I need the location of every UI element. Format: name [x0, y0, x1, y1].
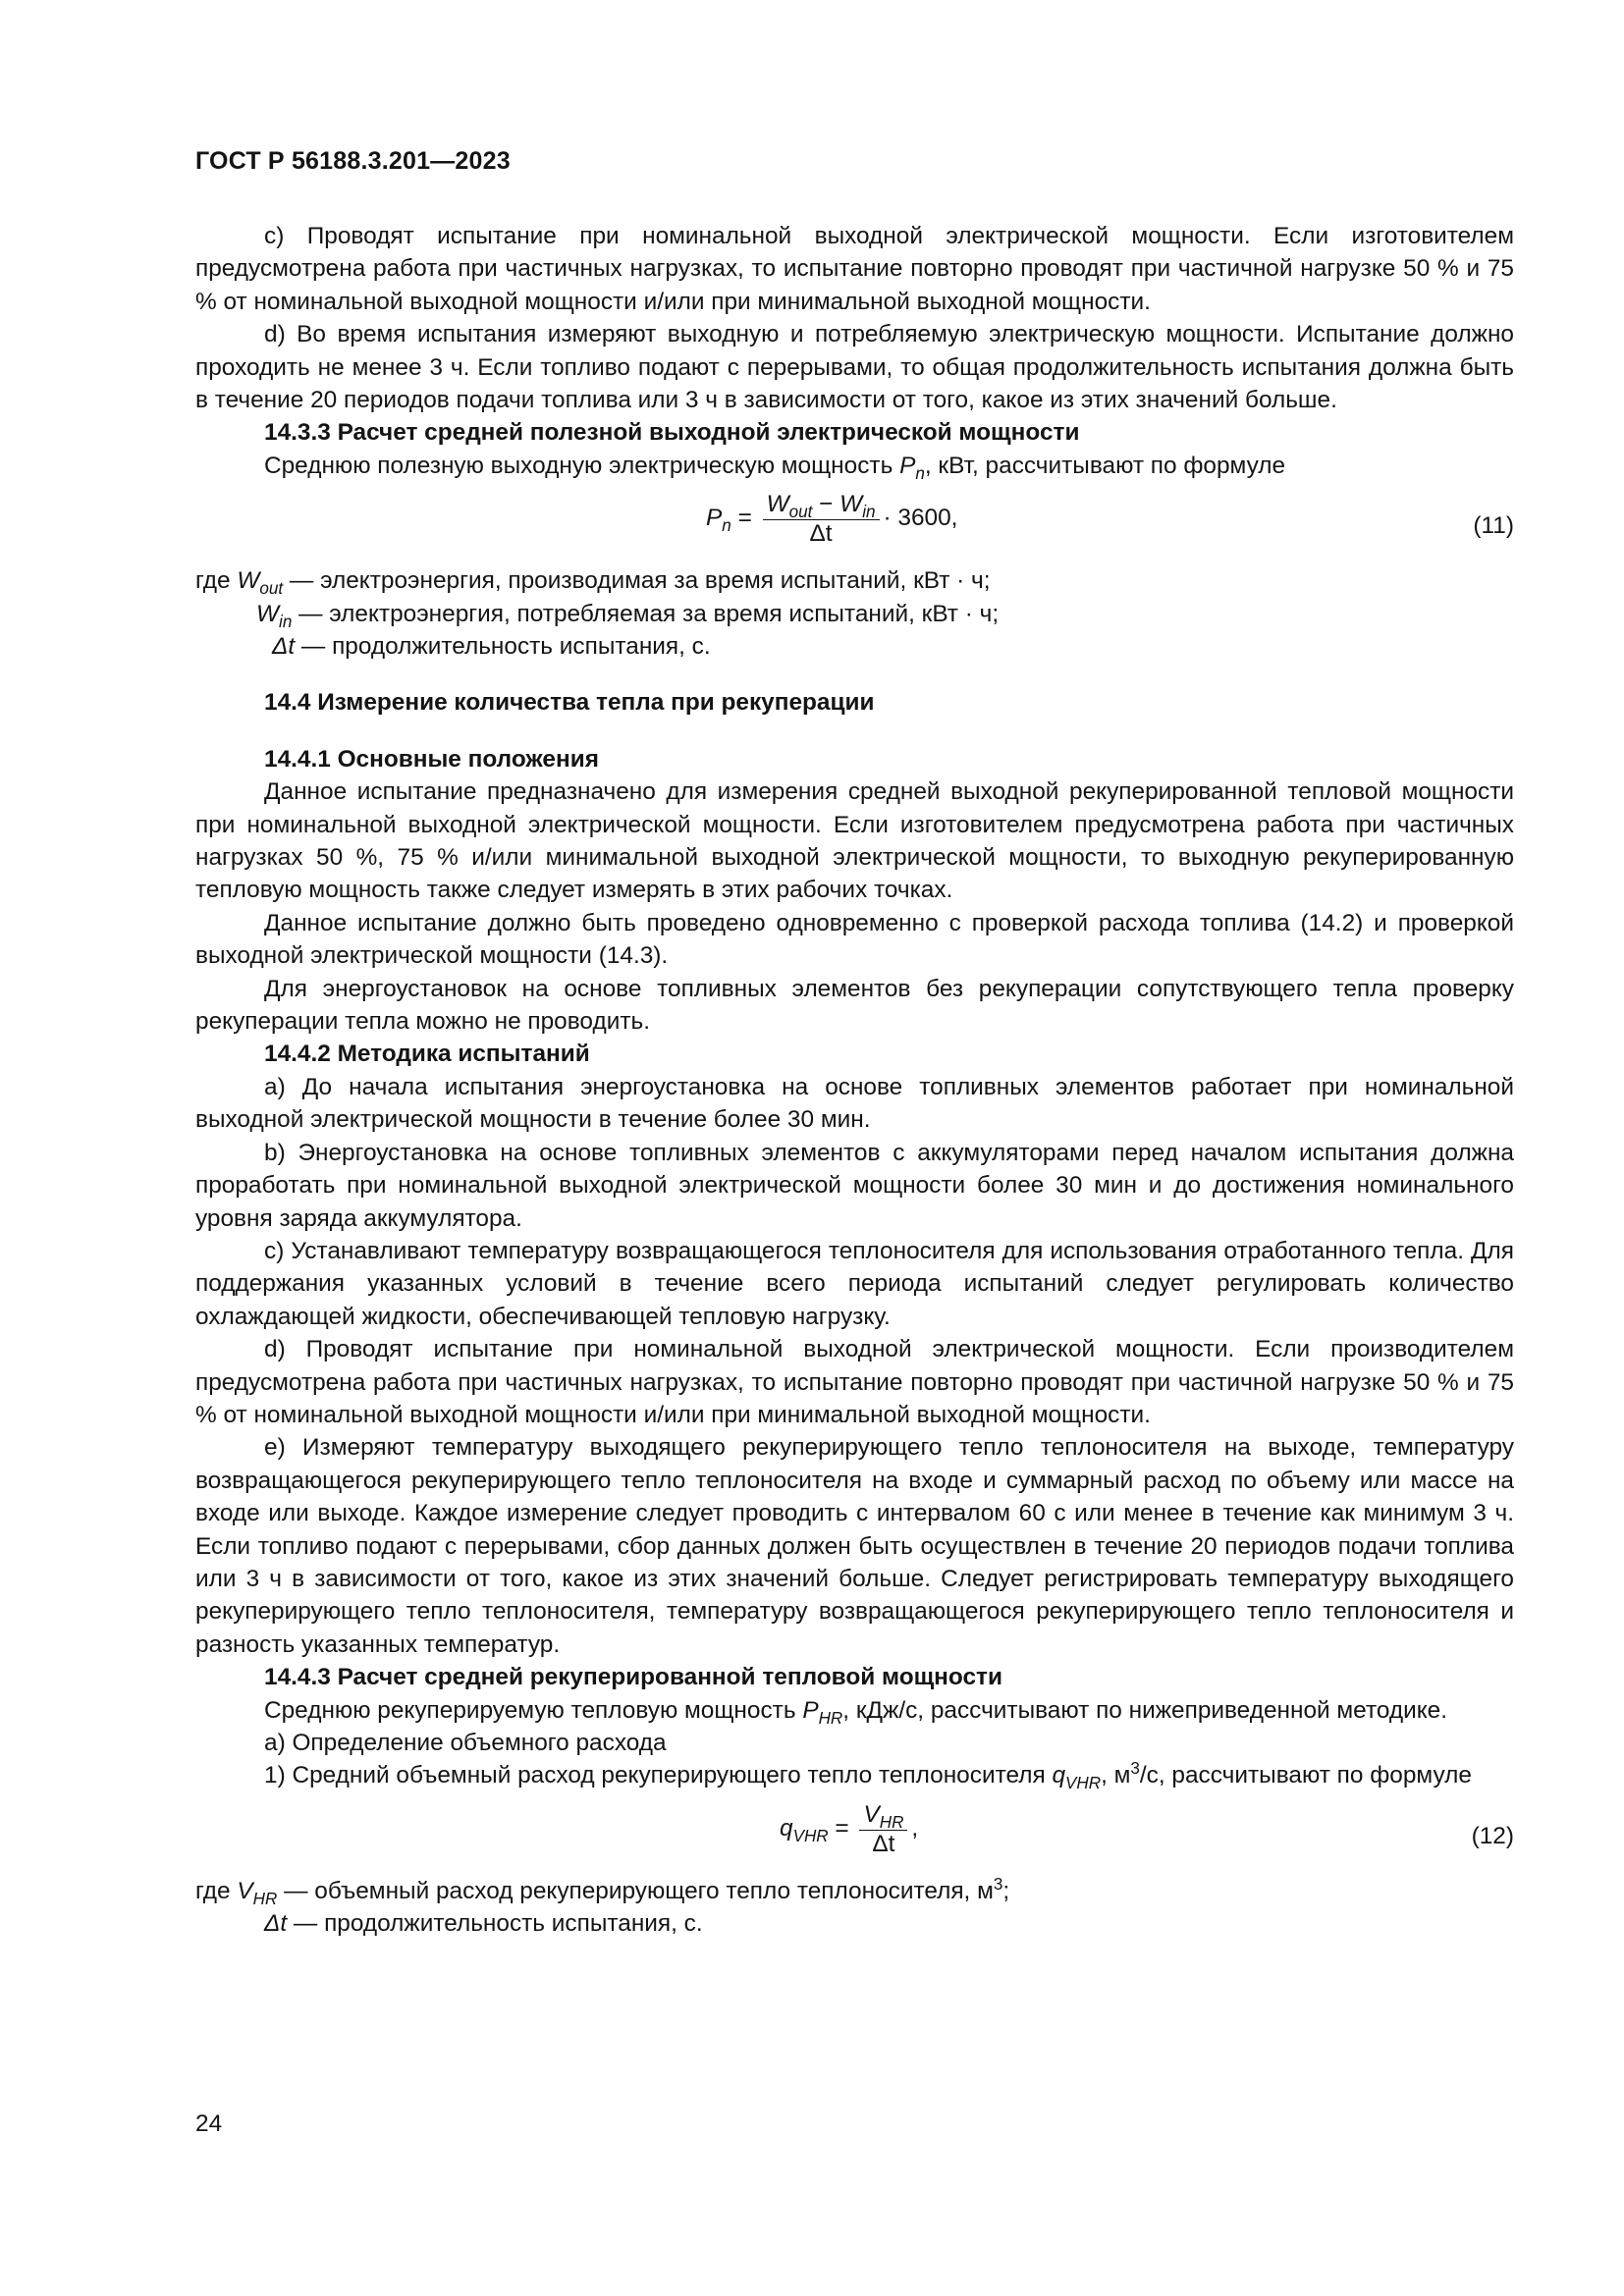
heading-14-4-3: 14.4.3 Расчет средней рекуперированной тепловой мощности	[264, 1664, 1002, 1691]
formula-12	[195, 1800, 1514, 1869]
paragraph-14-4-2-a: a) До начала испытания энергоустановка на основе топливных элементов работает при номинальной выходной электрической мощности в течение более 30 мин.	[195, 1073, 1514, 1134]
formula-11-expression: $P_n$ = $\frac{W_{out} - W_{in}}{\Delta t}$ · 3600,	[706, 491, 958, 548]
where-item: где $V_{HR}$ — объемный расход рекуперирующего тепло теплоносителя, $м^3$;	[195, 1874, 1010, 1908]
where-list-11	[195, 564, 1514, 663]
where-list-12	[195, 1875, 1514, 1941]
paragraph-14-4-1-p3: Для энергоустановок на основе топливных элементов без рекуперации сопутствующего тепла проверку рекуперации тепла можно не проводить.	[195, 975, 1514, 1036]
paragraph-14-4-2-d: d) Проводят испытание при номинальной выходной электрической мощности. Если производителем предусмотрена работа при частичных нагрузках, то испытание повторно проводят при частичной нагрузке 50 % и 75 % от номинальной выходной мощности и/или при минимальной выходной мощности.	[195, 1336, 1514, 1428]
where-item: Δt — продолжительность испытания, с.	[264, 1910, 703, 1938]
page-body	[195, 220, 1514, 1941]
equals-sign: =	[737, 505, 759, 532]
heading-14-4-2: 14.4.2 Методика испытаний	[264, 1041, 590, 1068]
paragraph-14-4-3-item1: 1) Средний объемный расход рекуперирующего тепло теплоносителя $q_{VHR}$, $м^3/с$, рассчитывают по формуле	[264, 1759, 1472, 1793]
paragraph-14-4-1-p2: Данное испытание должно быть проведено одновременно с проверкой расхода топлива (14.2) и проверкой выходной электрической мощности (14.3).	[195, 909, 1514, 970]
formula-11	[195, 490, 1514, 559]
paragraph-14-4-2-c: c) Устанавливают температуру возвращающегося теплоносителя для использования отработанного тепла. Для поддержания указанных условий в течение всего периода испытаний следует регулировать количество охлаждающей жидкости, обеспечивающей тепловую нагрузку.	[195, 1237, 1514, 1330]
fraction: $\frac{V_{HR}}{\Delta t}$	[859, 1800, 907, 1858]
heading-14-4: 14.4 Измерение количества тепла при рекуперации	[264, 689, 875, 717]
equation-number-11: (11)	[1473, 512, 1514, 540]
heading-14-3-3: 14.3.3 Расчет средней полезной выходной электрической мощности	[264, 419, 1080, 447]
paragraph-14-4-1-p1: Данное испытание предназначено для измерения средней выходной рекуперированной тепловой мощности при номинальной выходной электрической мощности. Если изготовителем предусмотрена работа при частичных нагрузках 50 %, 75 % и/или минимальной выходной электрической мощности, то выходную рекуперированную тепловую мощность также следует измерять в этих рабочих точках.	[195, 778, 1514, 904]
paragraph-14-4-3-a: a) Определение объемного расхода	[264, 1730, 667, 1757]
paragraph-14-4-2-e: e) Измеряют температуру выходящего рекуперирующего тепло теплоносителя на выходе, температуру возвращающегося рекуперирующего тепло теплоносителя на входе и суммарный расход по объему или массе на входе или выходе. Каждое измерение следует проводить с интервалом 60 с или менее в течение как минимум 3 ч. Если топливо подают с перерывами, сбор данных должен быть осуществлен в течение 20 периодов подачи топлива или 3 ч в зависимости от того, какое из этих значений больше. Следует регистрировать температуру выходящего рекуперирующего тепло теплоносителя, температуру возвращающегося рекуперирующего тепло теплоносителя и разность указанных температур.	[195, 1434, 1514, 1658]
where-item: Δt — продолжительность испытания, с.	[272, 633, 711, 661]
equation-number-12: (12)	[1471, 1822, 1514, 1849]
paragraph-14-4-2-b: b) Энергоустановка на основе топливных элементов с аккумуляторами перед началом испытания должна проработать при номинальной выходной электрической мощности более 30 мин и до достижения номинального уровня заряда аккумулятора.	[195, 1139, 1514, 1232]
where-item: где $W_{out}$ — электроэнергия, производимая за время испытаний, кВт · ч;	[195, 567, 991, 599]
where-item: $W_{in}$ — электроэнергия, потребляемая за время испытаний, кВт · ч;	[256, 600, 1000, 631]
page-number: 24	[195, 2110, 223, 2137]
formula-12-expression: $q_{VHR}$ = $\frac{V_{HR}}{\Delta t}$ ,	[780, 1800, 919, 1857]
fraction: $\frac{W_{out} - W_{in}}{\Delta t}$	[763, 490, 880, 548]
paragraph-14-3-d: d) Во время испытания измеряют выходную и потребляемую электрическую мощности. Испытание должно проходить не менее 3 ч. Если топливо подают с перерывами, то общая продолжительность испытания должна быть в течение 20 периодов подачи топлива или 3 ч в зависимости от того, какое из этих значений больше.	[195, 321, 1514, 414]
document-code: ГОСТ Р 56188.3.201—2023	[195, 147, 511, 175]
heading-14-4-1: 14.4.1 Основные положения	[264, 745, 599, 773]
paragraph-14-4-3-intro: Среднюю рекуперируемую тепловую мощность $P_{HR}$, кДж/с, рассчитывают по нижеприведенной методике.	[264, 1696, 1448, 1728]
paragraph-14-3-3-intro: Среднюю полезную выходную электрическую мощность $P_n$, кВт, рассчитывают по формуле	[264, 452, 1286, 483]
equals-sign: =	[835, 1814, 856, 1842]
paragraph-14-3-c: c) Проводят испытание при номинальной выходной электрической мощности. Если изготовителем предусмотрена работа при частичных нагрузках, то испытание повторно проводят при частичной нагрузке 50 % и 75 % от номинальной выходной мощности и/или при минимальной выходной мощности.	[195, 223, 1514, 315]
